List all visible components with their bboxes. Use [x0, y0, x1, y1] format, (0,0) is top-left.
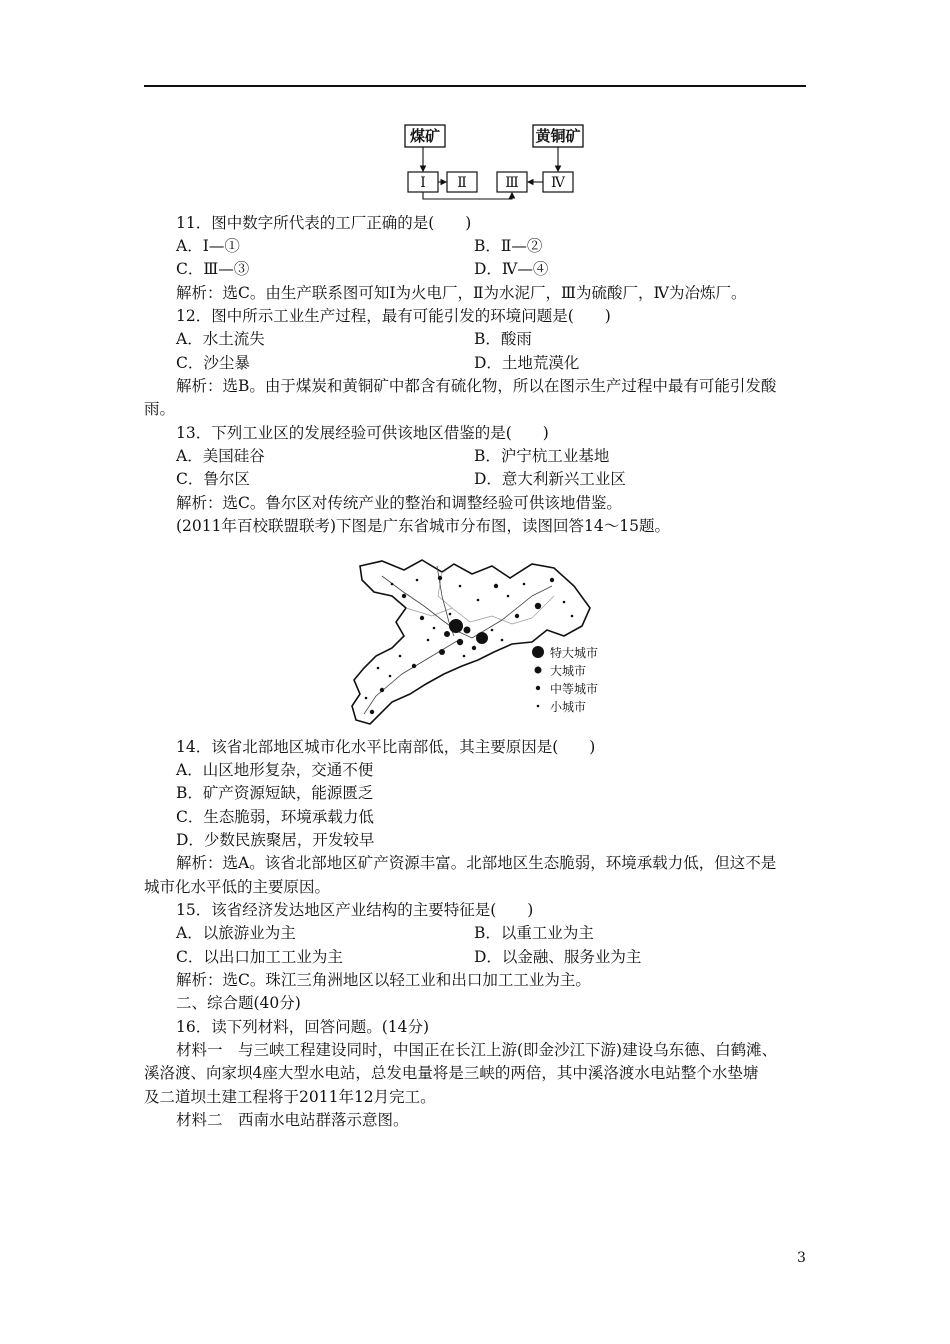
- factory-label-4: Ⅳ: [551, 175, 565, 191]
- legend-small-city: 小城市: [550, 700, 587, 714]
- small-city-dot: [459, 585, 462, 588]
- q14-option-a: A．山区地形复杂，交通不便: [176, 761, 374, 779]
- small-city-dot: [433, 627, 436, 630]
- small-city-dot: [477, 599, 480, 602]
- q16-material1-end: 及二道坝土建工程将于2011年12月完工。: [144, 1088, 436, 1106]
- large-city-dot: [439, 649, 445, 655]
- small-city-dot: [563, 601, 566, 604]
- q12-answer: 解析：选B。由于煤炭和黄铜矿中都含有硫化物，所以在图示生产过程中最有可能引发酸: [176, 377, 777, 395]
- q12-option-c: C．沙尘暴: [176, 354, 250, 372]
- small-city-dot: [399, 655, 402, 658]
- header-rule: [144, 85, 806, 87]
- megacity-dot: [476, 632, 488, 644]
- q14-answer: 解析：选A。该省北部地区矿产资源丰富。北部地区生态脆弱，环境承载力低，但这不是: [176, 854, 777, 872]
- copper-label: 黄铜矿: [535, 127, 581, 145]
- q12-option-b: B．酸雨: [474, 330, 532, 348]
- small-city-dot: [391, 583, 394, 586]
- q11-option-b: B．Ⅱ—②: [474, 237, 543, 255]
- q12-answer-cont: 雨。: [144, 400, 176, 418]
- legend-medium-city-dot: [536, 686, 540, 690]
- medium-city-dot: [412, 664, 416, 668]
- medium-city-dot: [472, 646, 476, 650]
- small-city-dot: [377, 667, 380, 670]
- railway-line: [472, 586, 552, 638]
- medium-city-dot: [380, 688, 384, 692]
- small-city-dot: [463, 655, 466, 658]
- megacity-dot: [449, 619, 463, 633]
- small-city-dot: [507, 595, 510, 598]
- q15-option-a: A．以旅游业为主: [176, 924, 296, 942]
- legend-large-city: 大城市: [550, 664, 587, 678]
- q14-option-c: C．生态脆弱，环境承载力低: [176, 808, 374, 826]
- legend-megacity: 特大城市: [550, 646, 599, 660]
- medium-city-dot: [438, 576, 442, 580]
- q15-option-c: C．以出口加工工业为主: [176, 948, 343, 966]
- q14-answer-cont: 城市化水平低的主要原因。: [144, 878, 331, 896]
- large-city-dot: [535, 603, 541, 609]
- q15-stem: 15．该省经济发达地区产业结构的主要特征是( ): [176, 901, 534, 919]
- factory-label-1: Ⅰ: [420, 175, 426, 191]
- intro-14-15: (2011年百校联盟联考)下图是广东省城市分布图，读图回答14～15题。: [176, 517, 670, 535]
- legend-medium-city: 中等城市: [550, 682, 599, 696]
- small-city-dot: [571, 615, 574, 618]
- factory-label-2: Ⅱ: [457, 175, 467, 191]
- q13-option-c: C．鲁尔区: [176, 470, 250, 488]
- medium-city-dot: [402, 594, 406, 598]
- guangdong-city-map: [342, 556, 642, 731]
- q11-option-d: D．Ⅳ—④: [474, 260, 549, 278]
- section-2-heading: 二、综合题(40分): [176, 994, 301, 1012]
- inner-boundary: [406, 596, 554, 624]
- small-city-dot: [523, 583, 526, 586]
- q14-option-d: D．少数民族聚居，开发较早: [176, 831, 375, 849]
- q11-stem: 11．图中数字所代表的工厂正确的是( ): [176, 214, 472, 232]
- medium-city-dot: [515, 614, 519, 618]
- small-city-dot: [491, 629, 494, 632]
- q13-answer: 解析：选C。鲁尔区对传统产业的整治和调整经验可供该地借鉴。: [176, 494, 622, 512]
- q14-option-b: B．矿产资源短缺，能源匮乏: [176, 784, 374, 802]
- medium-city-dot: [420, 616, 424, 620]
- q15-answer: 解析：选C。珠江三角洲地区以轻工业和出口加工工业为主。: [176, 971, 591, 989]
- q16-stem: 16．读下列材料，回答问题。(14分): [176, 1018, 430, 1036]
- legend-large-city-dot: [535, 667, 542, 674]
- q13-stem: 13．下列工业区的发展经验可供该地区借鉴的是( ): [176, 424, 549, 442]
- page-number: 3: [797, 1250, 806, 1266]
- production-diagram: [400, 120, 590, 200]
- q16-material1: 材料一 与三峡工程建设同时，中国正在长江上游(即金沙江下游)建设乌东德、白鹤滩、: [176, 1041, 778, 1059]
- legend-small-city-dot: [537, 705, 540, 708]
- small-city-dot: [449, 613, 452, 616]
- small-city-dot: [365, 697, 368, 700]
- q11-option-c: C．Ⅲ—③: [176, 260, 250, 278]
- medium-city-dot: [550, 578, 554, 582]
- q14-stem: 14．该省北部地区城市化水平比南部低，其主要原因是( ): [176, 738, 596, 756]
- factory-label-3: Ⅲ: [505, 175, 519, 191]
- q16-material1-cont: 溪洛渡、向家坝4座大型水电站，总发电量将是三峡的两倍，其中溪洛渡水电站整个水垫塘: [144, 1064, 759, 1082]
- small-city-dot: [427, 639, 430, 642]
- production-diagram-svg: [400, 120, 590, 200]
- q15-option-b: B．以重工业为主: [474, 924, 594, 942]
- q13-option-a: A．美国硅谷: [176, 447, 265, 465]
- q15-option-d: D．以金融、服务业为主: [474, 948, 642, 966]
- q12-stem: 12．图中所示工业生产过程，最有可能引发的环境问题是( ): [176, 307, 611, 325]
- large-city-dot: [457, 639, 463, 645]
- q13-option-d: D．意大利新兴工业区: [474, 470, 626, 488]
- guangdong-map-svg: [342, 556, 642, 731]
- large-city-dot: [444, 631, 450, 637]
- small-city-dot: [389, 675, 392, 678]
- coal-label: 煤矿: [409, 127, 441, 145]
- arrow-1-to-3: [423, 192, 512, 199]
- q11-option-a: A．Ⅰ—①: [176, 237, 240, 255]
- small-city-dot: [501, 639, 504, 642]
- q13-option-b: B．沪宁杭工业基地: [474, 447, 610, 465]
- q16-material2: 材料二 西南水电站群落示意图。: [176, 1111, 409, 1129]
- q11-answer: 解析：选C。由生产联系图可知Ⅰ为火电厂，Ⅱ为水泥厂，Ⅲ为硫酸厂，Ⅳ为冶炼厂。: [176, 284, 747, 302]
- legend-megacity-dot: [532, 646, 544, 658]
- q12-option-a: A．水土流失: [176, 330, 265, 348]
- large-city-dot: [464, 627, 471, 634]
- small-city-dot: [416, 579, 419, 582]
- medium-city-dot: [370, 710, 374, 714]
- medium-city-dot: [494, 584, 498, 588]
- q12-option-d: D．土地荒漠化: [474, 354, 580, 372]
